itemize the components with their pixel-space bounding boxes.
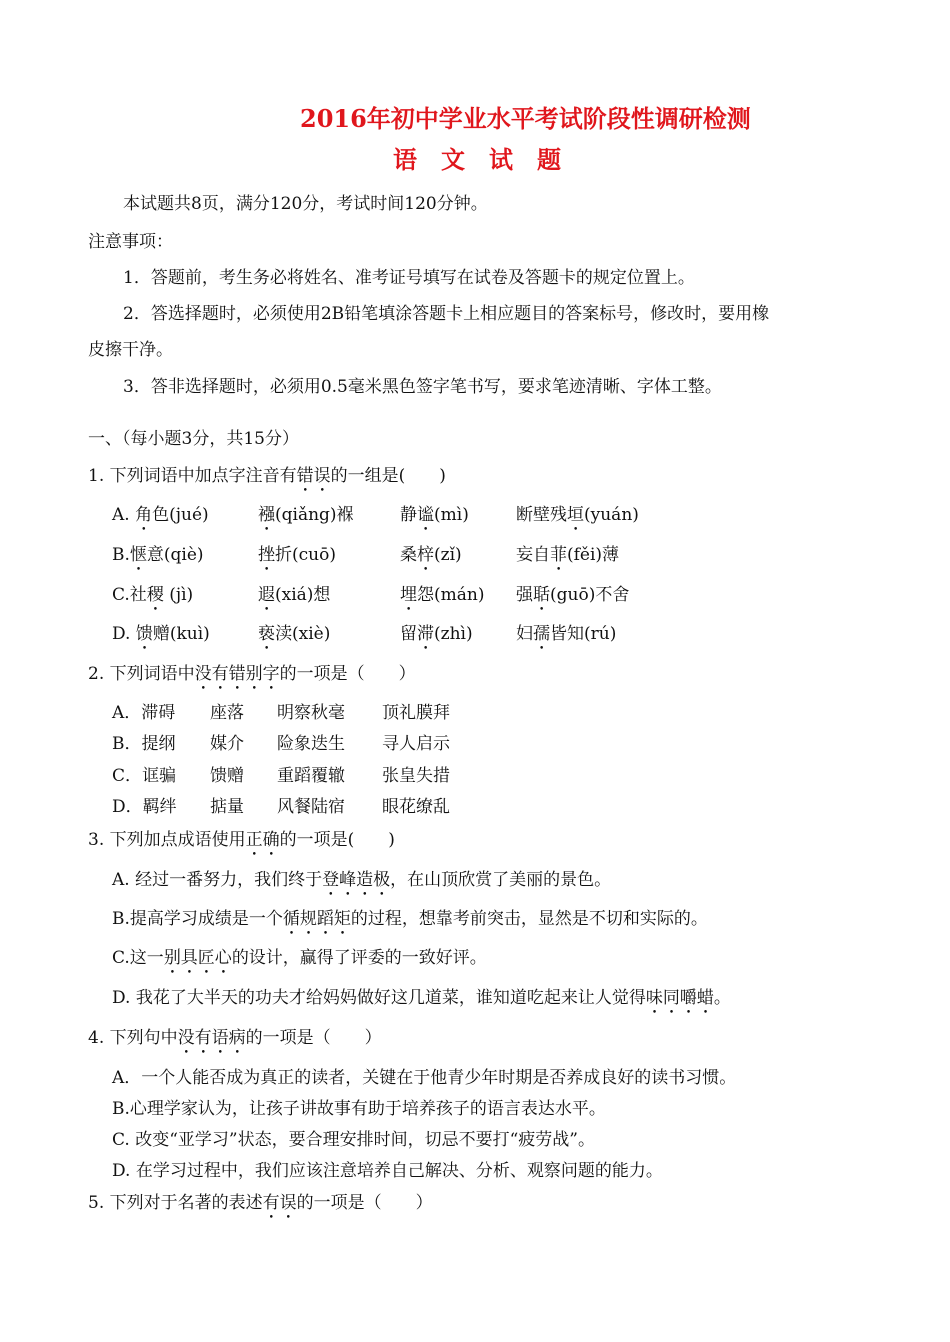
emphasized-text: 襁 [258,505,275,525]
emphasized-text: 垣 [567,505,584,525]
question-3-option-c [112,946,487,978]
text-segment: 5. 下列对于名著的表述 [88,1193,263,1213]
question-1-option-cell [112,583,193,615]
question-1-option-cell [112,622,210,654]
emphasized-text: 聒 [533,585,550,605]
text-segment: 妄自 [516,545,550,565]
text-segment: 2. 下列词语中 [88,664,195,684]
emphasized-text: 惬 [129,545,147,565]
text-segment: (zǐ) [434,545,462,565]
question-4-option-c: C. 改变“亚学习”状态，要合理安排时间，切忌不要打“疲劳战”。 [112,1130,595,1150]
question-2-option-cell: C．诓骗 [112,766,177,786]
intro-line: 本试题共8页，满分120分，考试时间120分钟。 [123,194,488,214]
question-2-option-cell: 张皇失措 [382,766,450,786]
text-segment: 赠(kuì) [152,624,210,644]
text-segment: (guō)不舍 [550,585,630,605]
question-2-option-cell: 馈赠 [210,766,244,786]
text-segment: 3. 下列加点成语使用 [88,830,246,850]
question-2-option-cell: B．提纲 [112,734,176,754]
emphasized-text: 滞 [417,624,434,644]
question-1-option-cell [516,503,639,535]
text-segment: 怨(mán) [417,585,485,605]
question-1-option-cell [258,622,330,654]
question-1-option-cell [112,543,204,575]
question-3-option-b [112,907,708,939]
text-segment: (mì) [434,505,469,525]
text-segment: (qiǎng)褓 [275,505,354,525]
emphasized-text: 馈 [135,624,153,644]
emphasized-text: 正确 [245,830,280,850]
emphasized-text: 登峰造极 [322,870,391,890]
emphasized-text: 别具匠心 [163,948,232,968]
question-4-option-b: B.心理学家认为，让孩子讲故事有助于培养孩子的语言表达水平。 [112,1099,606,1119]
question-2-option-cell: 风餐陆宿 [277,797,345,817]
text-segment: ，在山顶欣赏了美丽的景色。 [390,870,612,890]
emphasized-text: 挫 [258,545,275,565]
question-2-option-cell: 寻人启示 [382,734,450,754]
text-segment: 妇 [516,624,533,644]
text-segment: D. 我花了大半天的功夫才给妈妈做好这几道菜，谁知道吃起来让人觉得 [112,988,646,1008]
emphasized-text: 角 [135,505,153,525]
question-4-option-a: A．一个人能否成为真正的读者，关键在于他青少年时期是否养成良好的读书习惯。 [112,1068,737,1088]
text-segment: 桑 [400,545,417,565]
emphasized-text: 循规蹈矩 [282,909,351,929]
text-segment: B. [112,545,130,565]
question-1-stem [88,464,446,496]
question-4-stem [88,1026,382,1058]
question-1-option-cell [258,503,354,535]
text-segment: (zhì) [434,624,473,644]
text-segment: 的一项是（ ） [296,1193,433,1213]
question-2-option-cell: 重蹈覆辙 [277,766,345,786]
text-segment: B.提高学习成绩是一个 [112,909,283,929]
text-segment: C.社 [112,585,147,605]
emphasized-text: 有误 [262,1193,297,1213]
text-segment: 留 [400,624,417,644]
text-segment: 皆知(rú) [550,624,617,644]
text-segment: 的一项是（ ） [279,664,416,684]
text-segment: C.这一 [112,948,164,968]
question-1-option-cell [112,503,209,535]
question-1-option-cell [258,543,336,575]
emphasized-text: 没有语病 [177,1028,246,1048]
question-1-option-cell [400,622,473,654]
question-2-option-cell: 顶礼膜拜 [382,703,450,723]
text-segment: (yuán) [584,505,639,525]
question-1-option-cell [400,543,462,575]
question-2-stem [88,662,416,694]
question-2-option-cell: A．滞碍 [112,703,176,723]
text-segment: 渎(xiè) [275,624,331,644]
text-segment: 4. 下列句中 [88,1028,178,1048]
emphasized-text: 没有错别字 [194,664,280,684]
emphasized-text: 稷 [146,585,164,605]
text-segment: D. [112,624,136,644]
question-2-option-cell: 明察秋毫 [277,703,345,723]
note-item-2: 2．答选择题时，必须使用2B铅笔填涂答题卡上相应题目的答案标号，修改时，要用橡 [123,304,770,324]
question-1-option-cell [400,503,469,535]
question-2-option-cell: 眼花缭乱 [382,797,450,817]
note-item-1: 1．答题前，考生务必将姓名、准考证号填写在试卷及答题卡的规定位置上。 [123,268,695,288]
text-segment: A. 经过一番努力，我们终于 [112,870,323,890]
text-segment: 的一项是（ ） [245,1028,382,1048]
exam-subtitle: 语 文 试 题 [393,145,561,174]
text-segment: 的一组是( ) [330,466,446,486]
emphasized-text: 味同嚼蜡 [645,988,714,1008]
question-2-option-cell: 掂量 [210,797,244,817]
exam-title: 2016年初中学业水平考试阶段性调研检测 [300,104,751,133]
text-segment: 。 [713,988,731,1008]
question-4-option-d: D. 在学习过程中，我们应该注意培养自己解决、分析、观察问题的能力。 [112,1161,663,1181]
question-3-option-d [112,986,731,1018]
text-segment: 的过程，想靠考前突击，显然是不切和实际的。 [350,909,708,929]
question-1-option-cell [516,543,619,575]
question-2-option-cell: 媒介 [210,734,244,754]
text-segment: 意(qiè) [146,545,204,565]
section-heading: 一、（每小题3分，共15分） [88,429,299,449]
question-2-option-cell: D．羁绊 [112,797,177,817]
text-segment: 色(jué) [152,505,209,525]
question-1-option-cell [400,583,484,615]
text-segment: (fěi)薄 [567,545,620,565]
notes-heading: 注意事项： [88,232,173,252]
emphasized-text: 谧 [417,505,434,525]
note-item-2-cont: 皮擦干净。 [88,340,173,360]
text-segment: (xiá)想 [275,585,331,605]
text-segment: A. [112,505,136,525]
emphasized-text: 梓 [417,545,434,565]
question-3-option-a [112,868,611,900]
question-1-option-cell [258,583,330,615]
text-segment: 强 [516,585,533,605]
text-segment: (jì) [163,585,194,605]
note-item-3: 3．答非选择题时，必须用0.5毫米黑色签字笔书写，要求笔迹清晰、字体工整。 [123,377,722,397]
emphasized-text: 孺 [533,624,550,644]
emphasized-text: 亵 [258,624,275,644]
emphasized-text: 遐 [258,585,275,605]
question-2-option-cell: 座落 [210,703,244,723]
question-1-option-cell [516,583,629,615]
text-segment: 折(cuō) [275,545,336,565]
emphasized-text: 菲 [550,545,567,565]
question-3-stem [88,828,395,860]
text-segment: 的一项是( ) [279,830,395,850]
text-segment: 的设计，赢得了评委的一致好评。 [231,948,487,968]
text-segment: 断壁残 [516,505,567,525]
text-segment: 静 [400,505,417,525]
question-5-stem [88,1191,433,1223]
question-1-option-cell [516,622,616,654]
emphasized-text: 埋 [400,585,417,605]
text-segment: 1. 下列词语中加点字注音有 [88,466,297,486]
emphasized-text: 错误 [296,466,331,486]
question-2-option-cell: 险象迭生 [277,734,345,754]
